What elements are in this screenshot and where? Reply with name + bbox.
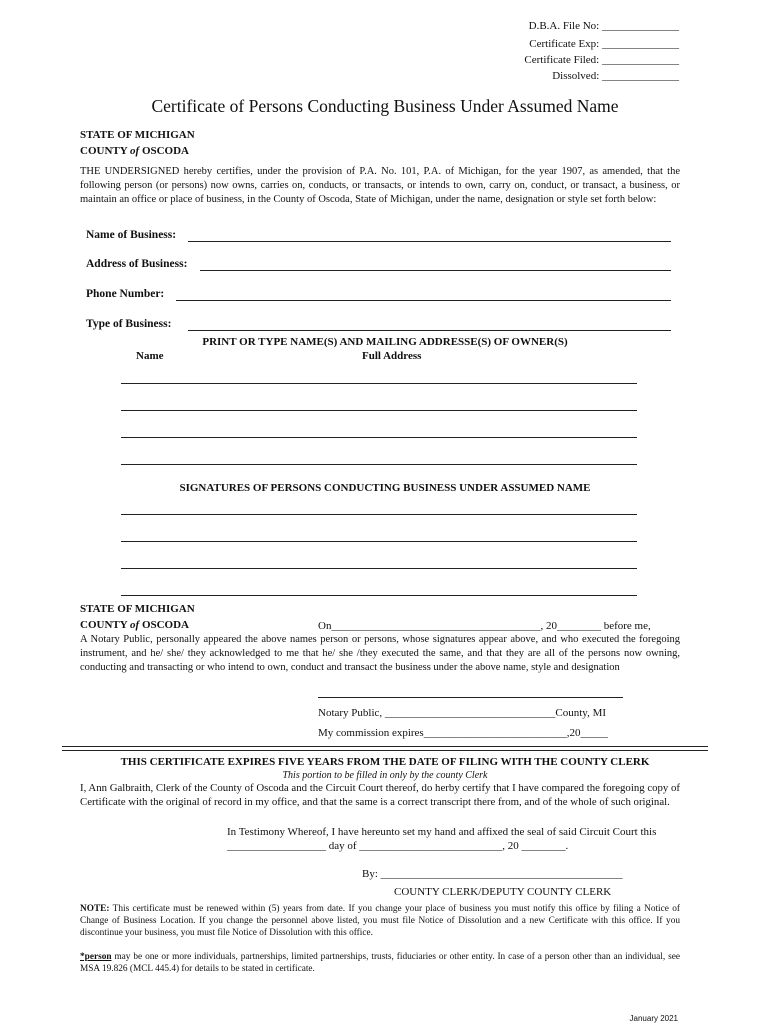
person-definition: *person may be one or more individuals, partnerships, limited partnerships, trusts, fiduciaries or other entity. In case of a person other than an individual, see MSA 19.826 (MCL 445.4) for details to be stated in certificate.: [80, 952, 680, 974]
business-name-input[interactable]: [188, 241, 671, 242]
signature-line-4[interactable]: [121, 595, 637, 596]
certificate-filed-field[interactable]: Certificate Filed: ______________: [524, 54, 679, 66]
business-address-input[interactable]: [200, 270, 671, 271]
notary-paragraph: A Notary Public, personally appeared the above names person or persons, whose signatures appear above, and who executed the foregoing instrument, and he/ she/ they acknowledged to me that he/ she /they executed the same, and that they are all of the persons now owning, conducting and transacting or who intend to own, conduct and transact the business under the above name, style and designation: [80, 634, 680, 673]
clerk-signature-label: COUNTY CLERK/DEPUTY COUNTY CLERK: [394, 886, 612, 898]
phone-number-label: Phone Number:: [86, 288, 165, 300]
expires-heading: THIS CERTIFICATE EXPIRES FIVE YEARS FROM THE DATE OF FILING WITH THE COUNTY CLERK: [120, 756, 650, 768]
venue-state: STATE OF MICHIGAN: [80, 129, 195, 141]
renewal-note: NOTE: This certificate must be renewed within (5) years from date. If you change your place of business you must notify this office by filing a Notice of Change of Business Location. If you change the personnel above listed, you must file Notice of Dissolution and a new Certificate with this office. If you discontinue your business, you must file Notice of Dissolution with this office.: [80, 904, 680, 938]
owners-heading: PRINT OR TYPE NAME(S) AND MAILING ADDRESSE(S) OF OWNER(S): [202, 336, 568, 348]
owner-line-1[interactable]: [121, 383, 637, 384]
business-address-label: Address of Business:: [86, 258, 188, 270]
venue-county: COUNTY of OSCODA: [80, 145, 189, 157]
business-name-label: Name of Business:: [86, 229, 177, 241]
business-type-input[interactable]: [188, 330, 671, 331]
notary-public-field[interactable]: Notary Public, _______________________________County, MI: [318, 707, 607, 719]
testimony-line-1: In Testimony Whereof, I have hereunto set my hand and affixed the seal of said Circuit Court this: [227, 826, 657, 838]
notary-state: STATE OF MICHIGAN: [80, 603, 195, 615]
signatures-heading: SIGNATURES OF PERSONS CONDUCTING BUSINESS UNDER ASSUMED NAME: [179, 482, 591, 494]
testimony-date-field[interactable]: __________________ day of __________________________, 20 ________.: [227, 840, 569, 852]
clerk-subheading: This portion to be filled in only by the county Clerk: [282, 770, 488, 781]
signature-line-2[interactable]: [121, 541, 637, 542]
phone-number-input[interactable]: [176, 300, 671, 301]
owner-line-3[interactable]: [121, 437, 637, 438]
commission-expires-field[interactable]: My commission expires__________________________,20_____: [318, 727, 608, 739]
notary-county: COUNTY of OSCODA: [80, 619, 189, 631]
certificate-exp-field[interactable]: Certificate Exp: ______________: [529, 38, 679, 50]
signature-line-3[interactable]: [121, 568, 637, 569]
signature-line-1[interactable]: [121, 514, 637, 515]
footer-date: January 2021: [629, 1014, 678, 1023]
owner-address-column: Full Address: [362, 350, 422, 362]
business-type-label: Type of Business:: [86, 318, 172, 330]
dba-file-no-field[interactable]: D.B.A. File No: ______________: [528, 20, 679, 32]
document-title: Certificate of Persons Conducting Business Under Assumed Name: [151, 96, 619, 116]
clerk-by-field[interactable]: By: ____________________________________________: [362, 868, 623, 880]
section-divider: [62, 746, 708, 751]
owner-line-4[interactable]: [121, 464, 637, 465]
clerk-paragraph: I, Ann Galbraith, Clerk of the County of Oscoda and the Circuit Court thereof, do herby certify that I have compared the foregoing copy of Certificate with the original of record in my office, and that the same is a correct transcript there from, and of the whole of such original.: [80, 782, 680, 808]
dissolved-field[interactable]: Dissolved: ______________: [552, 70, 679, 82]
owner-name-column: Name: [136, 350, 164, 362]
intro-paragraph: THE UNDERSIGNED hereby certifies, under the provision of P.A. No. 101, P.A. of Michigan, for the year 1907, as amended, that the following person (or persons) now owns, carries on, conducts, or transacts, or intends to own, carry on, conduct, or transact, a business, or maintain an office or place of business, in the County of Oscoda, State of Michigan, under the name, designation or style set forth below:: [80, 166, 680, 205]
notary-on-line[interactable]: On______________________________________, 20________ before me,: [318, 620, 651, 632]
notary-signature-line[interactable]: [318, 697, 623, 698]
owner-line-2[interactable]: [121, 410, 637, 411]
